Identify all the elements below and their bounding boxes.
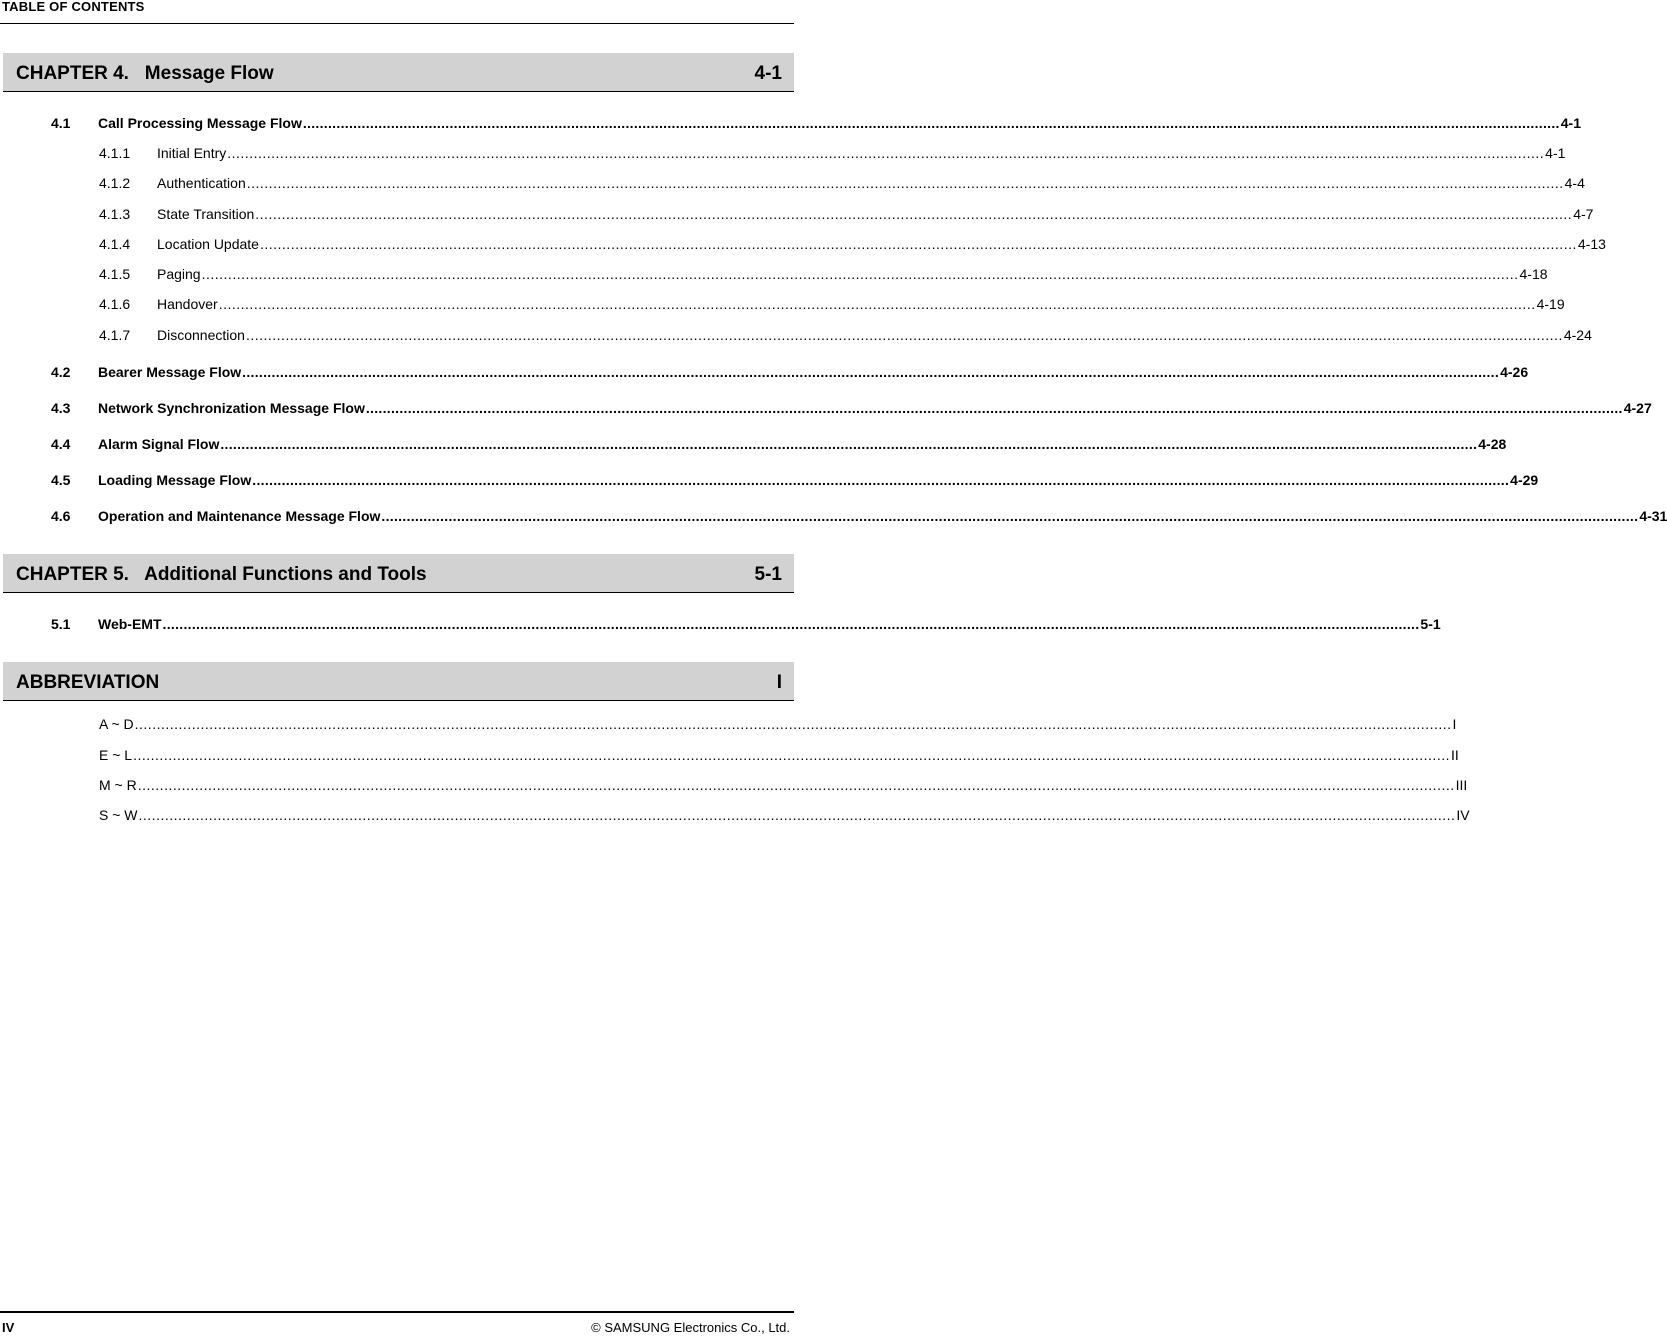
toc-entry-4-1-1[interactable] [99,145,1566,161]
subsection-title: Initial Entry [157,145,227,161]
subsection-page: 4-13 [1577,236,1606,252]
toc-entry-4-1-2[interactable] [99,175,1585,191]
dot-leader: ............................................................................................................................................................................................................................................................................................................ [381,508,1639,524]
abbr-entry-s-w[interactable] [99,807,1470,823]
footer-page-number: IV [2,1320,15,1335]
section-page: 4-28 [1478,436,1507,452]
section-page: 4-31 [1639,508,1667,524]
toc-entry-4-1-5[interactable] [99,266,1548,282]
abbr-entry-e-l[interactable] [99,747,1459,763]
toc-entry-4-1-3[interactable] [99,206,1594,222]
section-title: Call Processing Message Flow [98,115,302,131]
dot-leader: ............................................................................................................................................................................................................................................................................................................ [302,115,1560,131]
dot-leader: ............................................................................................................................................................................................................................................................................................................ [365,400,1623,416]
section-page: 4-1 [1560,115,1581,131]
subsection-number: 4.1.4 [99,236,131,252]
abbreviation-heading[interactable] [3,662,794,701]
toc-entry-4-1[interactable] [51,115,1581,131]
abbr-page: I [1452,716,1457,732]
subsection-title: Location Update [157,236,259,252]
subsection-page: 4-24 [1563,327,1592,343]
subsection-number: 4.1.2 [99,175,131,191]
section-title: Bearer Message Flow [98,364,242,380]
dot-leader: ............................................................................................................................................................................................................................................................................................................ [245,327,1563,343]
abbr-range: E ~ L [99,747,133,763]
footer-copyright: © SAMSUNG Electronics Co., Ltd. [591,1320,790,1335]
dot-leader: ............................................................................................................................................................................................................................................................................................................ [218,296,1536,312]
chapter-title: ABBREVIATION [16,672,160,693]
section-title: Network Synchronization Message Flow [98,400,365,416]
subsection-number: 4.1.1 [99,145,131,161]
chapter-title: CHAPTER 5. Additional Functions and Tools [16,564,427,585]
abbr-range: A ~ D [99,716,134,732]
section-number: 4.6 [51,508,71,524]
dot-leader: ............................................................................................................................................................................................................................................................................................................ [134,716,1452,732]
subsection-title: Authentication [157,175,246,191]
subsection-number: 4.1.6 [99,296,131,312]
subsection-number: 4.1.5 [99,266,131,282]
chapter-page: 4-1 [754,63,782,84]
subsection-number: 4.1.7 [99,327,131,343]
dot-leader: ............................................................................................................................................................................................................................................................................................................ [133,747,1450,763]
section-title: Alarm Signal Flow [98,436,220,452]
abbr-range: M ~ R [99,777,137,793]
section-number: 4.4 [51,436,71,452]
section-page: 4-27 [1623,400,1652,416]
page-header-title: TABLE OF CONTENTS [2,0,145,14]
dot-leader: ............................................................................................................................................................................................................................................................................................................ [201,266,1519,282]
abbr-entry-m-r[interactable] [99,777,1468,793]
toc-entry-4-2[interactable] [51,364,1529,380]
section-number: 4.5 [51,472,71,488]
toc-entry-4-3[interactable] [51,400,1652,416]
subsection-page: 4-19 [1536,296,1565,312]
dot-leader: ............................................................................................................................................................................................................................................................................................................ [137,777,1455,793]
subsection-page: 4-18 [1519,266,1548,282]
subsection-title: State Transition [157,206,255,222]
toc-entry-4-6[interactable] [51,508,1667,524]
footer-rule [0,1311,794,1313]
subsection-page: 4-1 [1545,145,1566,161]
section-number: 4.2 [51,364,71,380]
section-page: 5-1 [1420,616,1441,632]
toc-entry-4-1-7[interactable] [99,327,1592,343]
dot-leader: ............................................................................................................................................................................................................................................................................................................ [138,807,1456,823]
section-page: 4-29 [1510,472,1539,488]
section-number: 4.3 [51,400,71,416]
dot-leader: ............................................................................................................................................................................................................................................................................................................ [227,145,1545,161]
abbr-page: IV [1456,807,1470,823]
subsection-title: Handover [157,296,218,312]
section-title: Loading Message Flow [98,472,252,488]
abbr-page: II [1451,747,1459,763]
chapter-heading-4[interactable] [3,53,794,92]
section-title: Web-EMT [98,616,162,632]
toc-entry-4-1-6[interactable] [99,296,1565,312]
dot-leader: ............................................................................................................................................................................................................................................................................................................ [242,364,1500,380]
dot-leader: ............................................................................................................................................................................................................................................................................................................ [259,236,1577,252]
dot-leader: ............................................................................................................................................................................................................................................................................................................ [220,436,1478,452]
abbr-range: S ~ W [99,807,138,823]
dot-leader: ............................................................................................................................................................................................................................................................................................................ [255,206,1573,222]
chapter-title: CHAPTER 4. Message Flow [16,63,274,84]
section-number: 4.1 [51,115,71,131]
subsection-title: Paging [157,266,201,282]
abbr-page: III [1455,777,1468,793]
section-title: Operation and Maintenance Message Flow [98,508,381,524]
subsection-page: 4-7 [1573,206,1594,222]
toc-entry-4-4[interactable] [51,436,1507,452]
chapter-page: I [776,672,782,693]
section-number: 5.1 [51,616,71,632]
chapter-heading-5[interactable] [3,554,794,593]
subsection-page: 4-4 [1564,175,1585,191]
toc-entry-4-5[interactable] [51,472,1539,488]
chapter-page: 5-1 [754,564,782,585]
subsection-title: Disconnection [157,327,245,343]
toc-entry-4-1-4[interactable] [99,236,1606,252]
header-rule [0,23,794,24]
dot-leader: ............................................................................................................................................................................................................................................................................................................ [162,616,1420,632]
abbr-entry-a-d[interactable] [99,716,1457,732]
dot-leader: ............................................................................................................................................................................................................................................................................................................ [246,175,1564,191]
section-page: 4-26 [1500,364,1529,380]
dot-leader: ............................................................................................................................................................................................................................................................................................................ [252,472,1510,488]
subsection-number: 4.1.3 [99,206,131,222]
toc-entry-5-1[interactable] [51,616,1441,632]
